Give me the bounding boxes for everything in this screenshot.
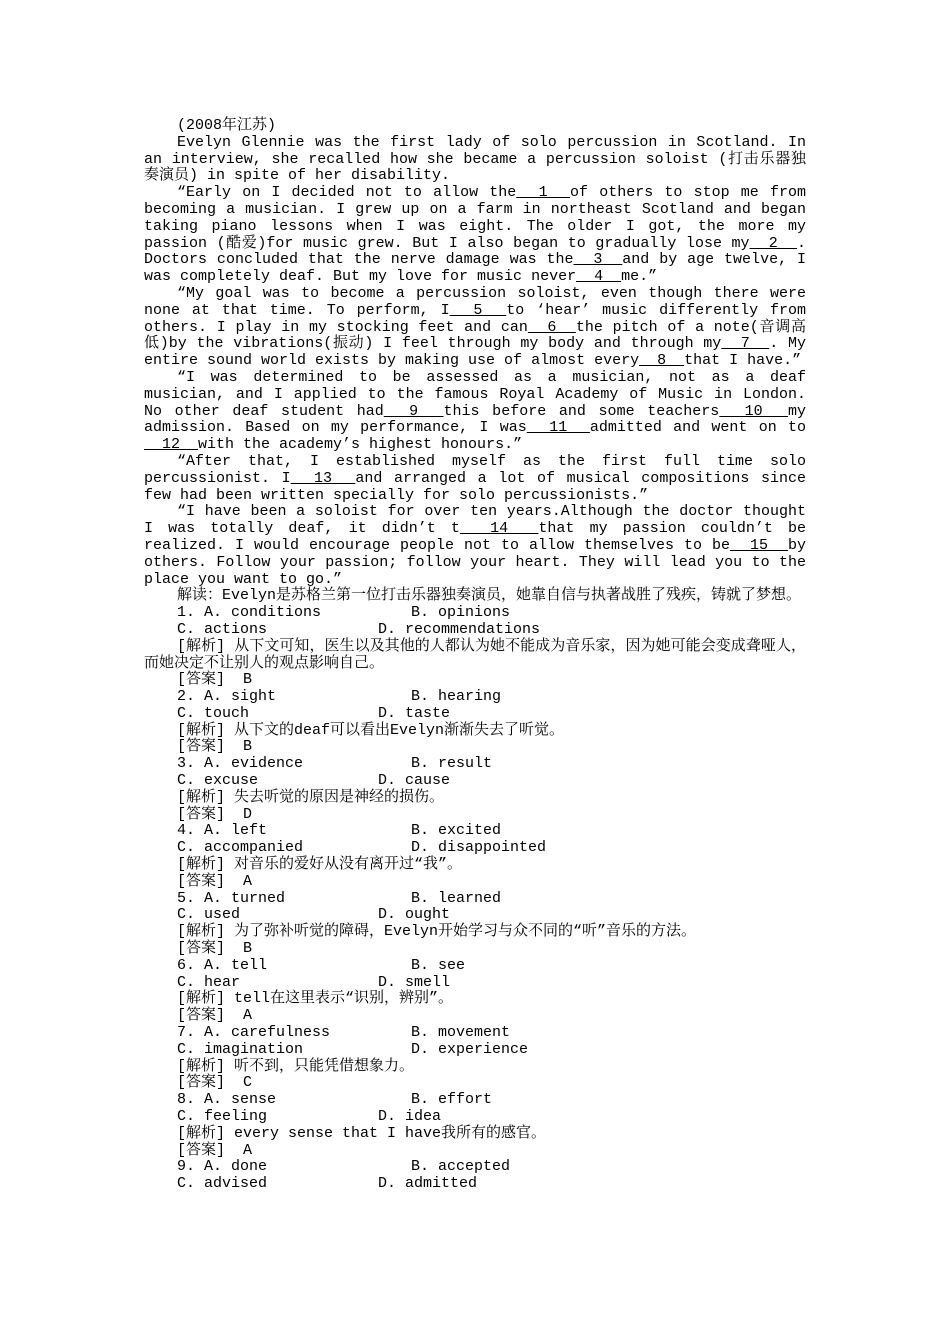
- passage-text: me.”: [621, 268, 658, 286]
- answer-text: [答案] B: [177, 738, 253, 756]
- option-row: [144, 1176, 806, 1193]
- option-b: B. see: [411, 956, 466, 974]
- blank-number: 11: [526, 419, 590, 437]
- source-label: (2008年江苏): [177, 117, 277, 134]
- blank-number: 13: [290, 469, 356, 487]
- question-item: [144, 1092, 806, 1159]
- passage-text: to ‘hear’ music differently from others. I play in my stocking feet and can: [144, 301, 807, 336]
- answer-text: [答案] A: [177, 1141, 253, 1159]
- passage-text: by others. Follow your passion; follow your heart. They will lead you to the place you want to go.”: [144, 536, 807, 588]
- option-d: D. ought: [378, 906, 451, 924]
- passage-paragraph: [144, 286, 806, 370]
- option-row: [144, 605, 806, 622]
- passage-text: “I have been a soloist for over ten years.Although the doctor thought I was totally deaf, it didn’t t: [144, 503, 806, 538]
- option-d: D. taste: [378, 704, 451, 722]
- passage-text: Evelyn Glennie was the first lady of solo percussion in Scotland. In an interview, she recalled how she became a percussion soloist (打击乐器独奏演员) in spite of her disability.: [144, 133, 806, 185]
- option-b: B. learned: [411, 889, 502, 907]
- passage-text: 解读：Evelyn是苏格兰第一位打击乐器独奏演员，她靠自信与执著战胜了残疾，铸就了梦想。: [177, 587, 802, 605]
- passage-text: my admission. Based on my performance, I was: [144, 402, 807, 437]
- option-c: C. actions: [177, 620, 268, 638]
- blank-number: 8: [639, 352, 685, 370]
- option-row: [144, 1109, 806, 1126]
- analysis-text: [解析] 为了弥补听觉的障碍，Evelyn开始学习与众不同的“听”音乐的方法。: [177, 923, 697, 941]
- option-a: 8. A. sense: [177, 1091, 277, 1109]
- answer-text: [答案] A: [177, 872, 253, 890]
- option-d: D. idea: [378, 1108, 442, 1126]
- option-b: B. hearing: [411, 688, 502, 706]
- question-item: [144, 689, 806, 756]
- analysis-text: [解析] 对音乐的爱好从没有离开过“我”。: [177, 856, 463, 874]
- option-row: [144, 773, 806, 790]
- option-c: C. used: [177, 906, 241, 924]
- option-d: D. admitted: [378, 1175, 478, 1193]
- option-c: C. accompanied: [177, 839, 304, 857]
- option-b: B. accepted: [411, 1158, 511, 1176]
- option-a: 5. A. turned: [177, 889, 286, 907]
- document-page: [144, 118, 806, 1193]
- option-row: [144, 958, 806, 975]
- option-row: [144, 975, 806, 992]
- answer-text: [答案] A: [177, 1007, 253, 1025]
- option-row: [144, 907, 806, 924]
- passage-text: of others to stop me from becoming a musician. I grew up on a farm in northeast Scotland and began taking piano lessons when I was eight. The older I got, the more my passion (酷爱)for music grew. But I also began to gradually lose my: [144, 184, 806, 252]
- passage-paragraph: [144, 588, 806, 605]
- passage-text: and by age twelve, I was completely deaf. But my love for music never: [144, 251, 806, 286]
- blank-number: 9: [383, 402, 444, 420]
- option-c: C. advised: [177, 1175, 268, 1193]
- question-item: [144, 605, 806, 689]
- option-row: [144, 1042, 806, 1059]
- option-row: [144, 1025, 806, 1042]
- option-row: [144, 622, 806, 639]
- option-d: D. disappointed: [411, 839, 547, 857]
- option-a: 9. A. done: [177, 1158, 268, 1176]
- blank-number: 1: [516, 184, 571, 202]
- option-c: C. hear: [177, 973, 241, 991]
- blank-number: 6: [527, 318, 576, 336]
- option-d: D. recommendations: [378, 620, 541, 638]
- option-a: 2. A. sight: [177, 688, 277, 706]
- blank-number: 2: [749, 234, 797, 252]
- question-item: [144, 1159, 806, 1193]
- analysis-text: [解析] 从下文可知，医生以及其他的人都认为她不能成为音乐家，因为她可能会变成聋哑人，而她决定不让别人的观点影响自己。: [144, 637, 806, 672]
- passage-text: . My entire sound world exists by making use of almost every: [144, 335, 806, 370]
- option-row: [144, 891, 806, 908]
- option-a: 1. A. conditions: [177, 604, 322, 622]
- blank-number: 3: [573, 251, 623, 269]
- analysis-text: [解析] 从下文的deaf可以看出Evelyn渐渐失去了听觉。: [177, 721, 565, 739]
- analysis-text: [解析] 听不到，只能凭借想象力。: [177, 1057, 415, 1075]
- passage-text: the pitch of a note(音调高低)by the vibrations(振动) I feel through my body and through my: [144, 318, 807, 353]
- analysis-text: [解析] tell在这里表示“识别，辨别”。: [177, 990, 454, 1008]
- passage-text: . Doctors concluded that the nerve damage was the: [144, 234, 807, 269]
- blank-number: 10: [719, 402, 788, 420]
- option-b: B. movement: [411, 1024, 511, 1042]
- passage: [144, 135, 806, 605]
- question-item: [144, 891, 806, 958]
- option-d: D. cause: [378, 772, 451, 790]
- option-a: 4. A. left: [177, 822, 268, 840]
- option-row: [144, 840, 806, 857]
- passage-text: and arranged a lot of musical compositions since few had been written specially for solo percussionists.”: [144, 469, 806, 504]
- option-row: [144, 1092, 806, 1109]
- option-c: C. excuse: [177, 772, 259, 790]
- question-item: [144, 756, 806, 823]
- option-d: D. experience: [411, 1040, 529, 1058]
- question-list: [144, 605, 806, 1193]
- option-c: C. feeling: [177, 1108, 268, 1126]
- option-row: [144, 756, 806, 773]
- question-item: [144, 958, 806, 1025]
- passage-text: that my passion couldn’t be realized. I would encourage people not to allow themselves to be: [144, 520, 807, 554]
- option-a: 7. A. carefulness: [177, 1024, 331, 1042]
- option-d: D. smell: [378, 973, 451, 991]
- option-a: 3. A. evidence: [177, 755, 304, 773]
- blank-number: 14: [459, 520, 539, 538]
- passage-paragraph: [144, 504, 806, 588]
- answer-text: [答案] C: [177, 1074, 253, 1092]
- option-c: C. touch: [177, 704, 250, 722]
- passage-text: “My goal was to become a percussion soloist, even though there were none at that time. To perform, I: [144, 284, 806, 319]
- passage-paragraph: [144, 135, 806, 185]
- analysis-text: [解析] every sense that I have我所有的感官。: [177, 1124, 547, 1142]
- option-b: B. effort: [411, 1091, 493, 1109]
- passage-text: “Early on I decided not to allow the: [177, 184, 517, 202]
- option-row: [144, 1159, 806, 1176]
- passage-text: with the academy’s highest honours.”: [198, 436, 523, 454]
- answer-text: [答案] B: [177, 671, 253, 689]
- option-row: [144, 706, 806, 723]
- answer-text: [答案] D: [177, 805, 253, 823]
- blank-number: 5: [449, 301, 507, 319]
- passage-text: that I have.”: [684, 352, 802, 370]
- question-item: [144, 823, 806, 890]
- passage-text: admitted and went on to: [589, 419, 807, 437]
- question-item: [144, 1025, 806, 1092]
- blank-number: 7: [721, 335, 770, 353]
- option-b: B. result: [411, 755, 493, 773]
- passage-paragraph: [144, 185, 806, 286]
- blank-number: 12: [144, 436, 199, 454]
- analysis-text: [解析] 失去听觉的原因是神经的损伤。: [177, 788, 445, 806]
- option-c: C. imagination: [177, 1040, 304, 1058]
- passage-paragraph: [144, 370, 806, 454]
- passage-text: “After that, I established myself as the first full time solo percussionist. I: [144, 452, 806, 487]
- blank-number: 15: [730, 536, 788, 554]
- answer-text: [答案] B: [177, 940, 253, 958]
- passage-text: this before and some teachers: [443, 402, 720, 420]
- passage-text: “I was determined to be assessed as a musician, not as a deaf musician, and I applied to the famous Royal Academy of Music in London. No other deaf student had: [144, 368, 806, 420]
- option-b: B. excited: [411, 822, 502, 840]
- blank-number: 4: [576, 268, 622, 286]
- option-b: B. opinions: [411, 604, 511, 622]
- option-a: 6. A. tell: [177, 956, 268, 974]
- option-row: [144, 689, 806, 706]
- passage-paragraph: [144, 454, 806, 504]
- option-row: [144, 823, 806, 840]
